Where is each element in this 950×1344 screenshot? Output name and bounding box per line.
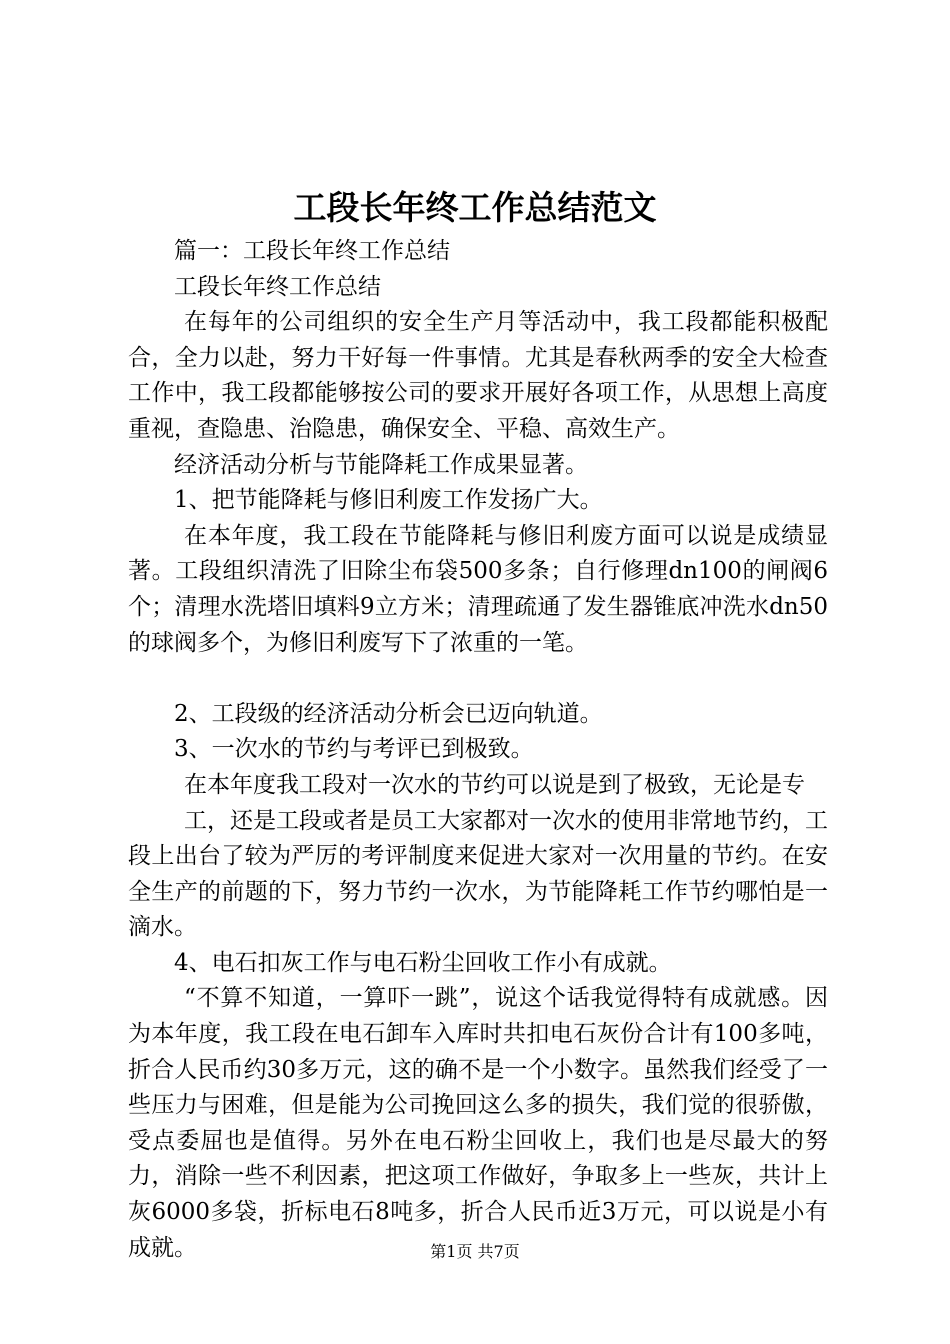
paragraph: 经济活动分析与节能降耗工作成果显著。	[174, 451, 588, 478]
paragraph: 在每年的公司组织的安全生产月等活动中，我工段都能积极配合，全力以赴，努力干好每一件事情。尤其是春秋两季的安全大检查工作中，我工段都能够按公司的要求开展好各项工作，从思想上高度重视，查隐患、治隐患，确保安全、平稳、高效生产。	[128, 309, 828, 442]
subtitle: 工段长年终工作总结	[174, 273, 381, 300]
paragraph: “不算不知道，一算吓一跳”，说这个话我觉得特有成就感。因为本年度，我工段在电石卸车入库时共扣电石灰份合计有100多吨，折合人民币约30多万元，这的确不是一个小数字。虽然我们经受了一些压力与困难，但是能为公司挽回这么多的损失，我们觉的很骄傲，受点委屈也是值得。另外在电石粉尘回收上，我们也是尽最大的努力，消除一些不利因素，把这项工作做好，争取多上一些灰，共计上灰6000多袋，折标电石8吨多，折合人民币近3万元，可以说是小有成就。	[128, 985, 828, 1261]
paragraph: 在本年度，我工段在节能降耗与修旧利废方面可以说是成绩显著。工段组织清洗了旧除尘布袋500多条；自行修理dn100的闸阀6个；清理水洗塔旧填料9立方米；清理疏通了发生器锥底冲洗水dn50的球阀多个，为修旧利废写下了浓重的一笔。	[128, 522, 828, 656]
document-body	[128, 234, 828, 1266]
page-footer: 第1页 共7页	[430, 1242, 520, 1261]
paragraph: 工，还是工段或者是员工大家都对一次水的使用非常地节约，工段上出台了较为严厉的考评制度来促进大家对一次用量的节约。在安全生产的前题的下，努力节约一次水，为节能降耗工作节约哪怕是一滴水。	[128, 807, 828, 941]
paragraph: 在本年度我工段对一次水的节约可以说是到了极致，无论是专	[184, 771, 805, 798]
list-item: 2、工段级的经济活动分析会已迈向轨道。	[174, 700, 603, 727]
list-item: 4、电石扣灰工作与电石粉尘回收工作小有成就。	[174, 949, 672, 976]
document-title: 工段长年终工作总结范文	[293, 188, 657, 227]
list-item: 1、把节能降耗与修旧利废工作发扬广大。	[174, 487, 603, 514]
section-heading: 篇一：工段长年终工作总结	[174, 238, 450, 264]
list-item: 3、一次水的节约与考评已到极致。	[174, 736, 534, 763]
blank-line	[128, 661, 828, 697]
